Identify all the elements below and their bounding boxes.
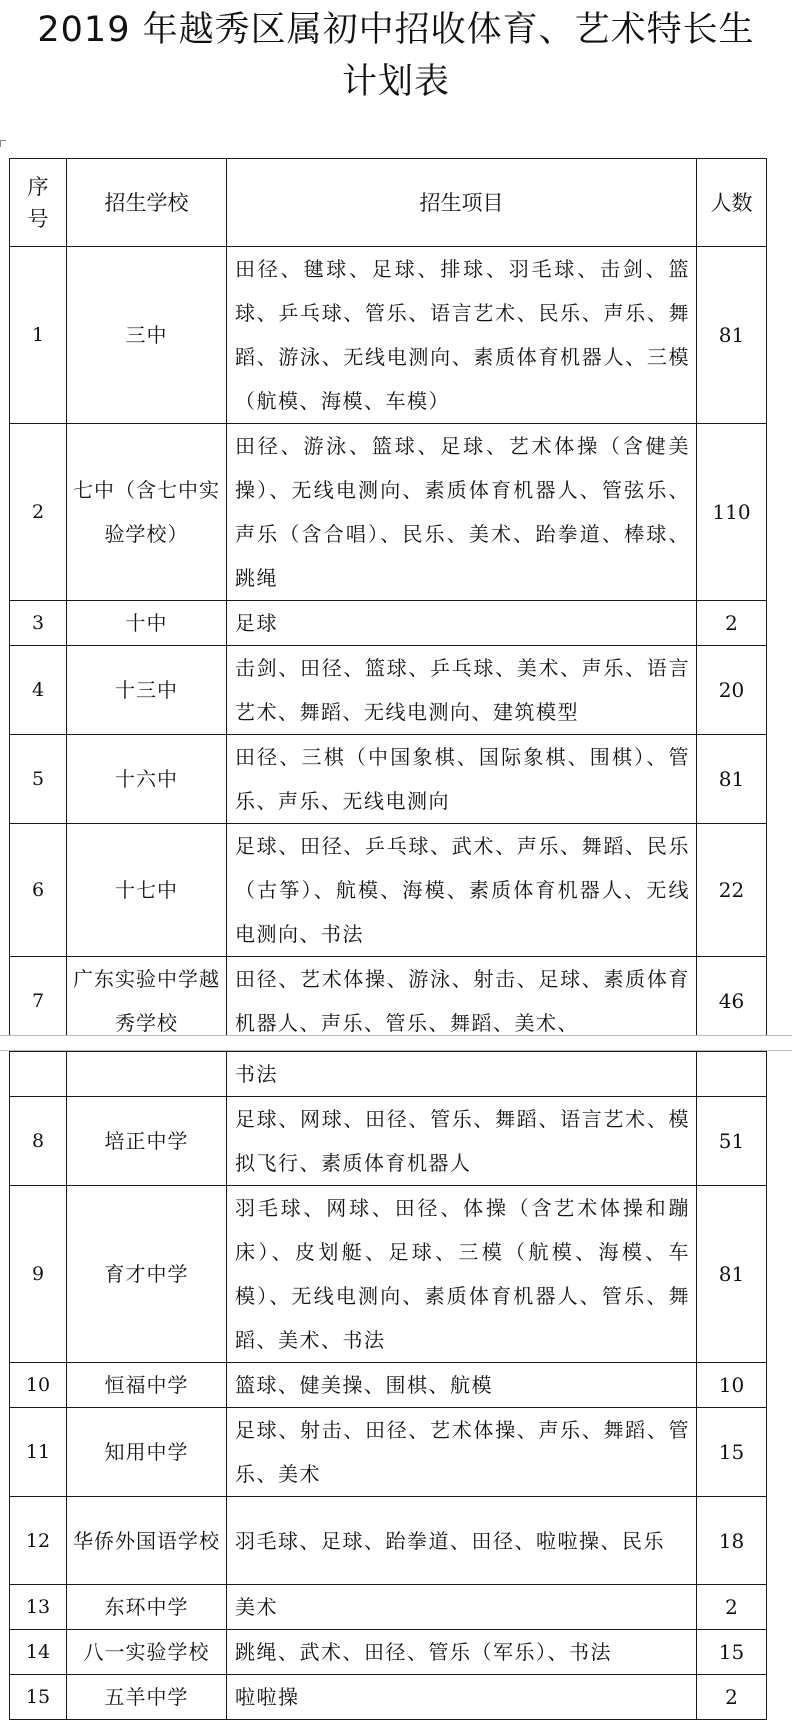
row-no: 15 — [10, 1675, 67, 1720]
row-school: 十七中 — [67, 824, 227, 957]
row-items: 羽毛球、网球、田径、体操（含艺术体操和蹦床）、皮划艇、足球、三模（航模、海模、车模）、无线电测向、素质体育机器人、管乐、舞蹈、美术、书法 — [227, 1186, 697, 1363]
table-row — [10, 1675, 767, 1720]
table-row — [10, 646, 767, 735]
row-school — [67, 1052, 227, 1097]
row-items: 羽毛球、足球、跆拳道、田径、啦啦操、民乐 — [227, 1497, 697, 1585]
row-no: 14 — [10, 1630, 67, 1675]
document-title-line2: 计划表 — [341, 62, 450, 102]
row-items: 足球、网球、田径、管乐、舞蹈、语言艺术、模拟飞行、素质体育机器人 — [227, 1097, 697, 1186]
table-row — [10, 1097, 767, 1186]
row-no: 13 — [10, 1585, 67, 1630]
header-no-line1: 序 — [27, 174, 49, 199]
row-count: 15 — [697, 1408, 767, 1497]
row-no: 10 — [10, 1363, 67, 1408]
row-count: 81 — [697, 247, 767, 424]
table-row — [10, 1186, 767, 1363]
row-school: 育才中学 — [67, 1186, 227, 1363]
table-row — [10, 247, 767, 424]
row-no: 9 — [10, 1186, 67, 1363]
row-no — [10, 1052, 67, 1097]
row-school: 恒福中学 — [67, 1363, 227, 1408]
row-no: 5 — [10, 735, 67, 824]
paragraph-mark — [0, 140, 6, 147]
row-school: 知用中学 — [67, 1408, 227, 1497]
row-items: 田径、游泳、篮球、足球、艺术体操（含健美操）、无线电测向、素质体育机器人、管弦乐、声乐（含合唱）、民乐、美术、跆拳道、棒球、跳绳 — [227, 424, 697, 601]
plan-table-part1 — [9, 158, 767, 1046]
table-row — [10, 1497, 767, 1585]
row-no: 6 — [10, 824, 67, 957]
row-items: 田径、毽球、足球、排球、羽毛球、击剑、篮球、乒乓球、管乐、语言艺术、民乐、声乐、舞蹈、游泳、无线电测向、素质体育机器人、三模（航模、海模、车模） — [227, 247, 697, 424]
row-items: 篮球、健美操、围棋、航模 — [227, 1363, 697, 1408]
table-row — [10, 1630, 767, 1675]
table-row — [10, 1585, 767, 1630]
row-items: 足球、射击、田径、艺术体操、声乐、舞蹈、管乐、美术 — [227, 1408, 697, 1497]
row-count: 81 — [697, 735, 767, 824]
table-row — [10, 1363, 767, 1408]
row-items: 跳绳、武术、田径、管乐（军乐）、书法 — [227, 1630, 697, 1675]
row-count: 81 — [697, 1186, 767, 1363]
row-school: 十三中 — [67, 646, 227, 735]
plan-table-part2 — [9, 1051, 767, 1720]
header-school: 招生学校 — [67, 159, 227, 247]
row-items: 田径、三棋（中国象棋、国际象棋、围棋）、管乐、声乐、无线电测向 — [227, 735, 697, 824]
row-no: 12 — [10, 1497, 67, 1585]
row-items: 击剑、田径、篮球、乒乓球、美术、声乐、语言艺术、舞蹈、无线电测向、建筑模型 — [227, 646, 697, 735]
row-items: 美术 — [227, 1585, 697, 1630]
row-school: 三中 — [67, 247, 227, 424]
row-school: 七中（含七中实验学校） — [67, 424, 227, 601]
row-no: 1 — [10, 247, 67, 424]
row-school: 十六中 — [67, 735, 227, 824]
table-row — [10, 424, 767, 601]
row-count: 18 — [697, 1497, 767, 1585]
row-school: 东环中学 — [67, 1585, 227, 1630]
table-row — [10, 824, 767, 957]
row-no: 3 — [10, 601, 67, 646]
row-no: 2 — [10, 424, 67, 601]
header-no-line2: 号 — [27, 206, 49, 231]
row-items: 书法 — [227, 1052, 697, 1097]
row-school: 十中 — [67, 601, 227, 646]
row-count: 15 — [697, 1630, 767, 1675]
row-no: 8 — [10, 1097, 67, 1186]
row-no: 4 — [10, 646, 67, 735]
row-count: 2 — [697, 601, 767, 646]
row-count: 20 — [697, 646, 767, 735]
row-count: 22 — [697, 824, 767, 957]
table-row — [10, 601, 767, 646]
table-row — [10, 735, 767, 824]
row-school: 培正中学 — [67, 1097, 227, 1186]
row-count: 2 — [697, 1585, 767, 1630]
row-items: 啦啦操 — [227, 1675, 697, 1720]
row-school: 五羊中学 — [67, 1675, 227, 1720]
page-break — [0, 1035, 792, 1051]
row-count — [697, 1052, 767, 1097]
table-row — [10, 957, 767, 1046]
table-row — [10, 1408, 767, 1497]
row-count: 2 — [697, 1675, 767, 1720]
row-no: 11 — [10, 1408, 67, 1497]
row-school: 华侨外国语学校 — [67, 1497, 227, 1585]
table-row — [10, 1052, 767, 1097]
document-title-line1: 2019 年越秀区属初中招收体育、艺术特长生 — [37, 10, 755, 50]
table-header-row — [10, 159, 767, 247]
row-count: 46 — [697, 957, 767, 1046]
row-items: 足球、田径、乒乓球、武术、声乐、舞蹈、民乐（古筝）、航模、海模、素质体育机器人、无线电测向、书法 — [227, 824, 697, 957]
row-school: 八一实验学校 — [67, 1630, 227, 1675]
header-items: 招生项目 — [227, 159, 697, 247]
header-no — [10, 159, 67, 247]
row-count: 110 — [697, 424, 767, 601]
row-school: 广东实验中学越秀学校 — [67, 957, 227, 1046]
header-count: 人数 — [697, 159, 767, 247]
row-items: 田径、艺术体操、游泳、射击、足球、素质体育机器人、声乐、管乐、舞蹈、美术、 — [227, 957, 697, 1046]
row-count: 51 — [697, 1097, 767, 1186]
row-items: 足球 — [227, 601, 697, 646]
row-no: 7 — [10, 957, 67, 1046]
row-count: 10 — [697, 1363, 767, 1408]
